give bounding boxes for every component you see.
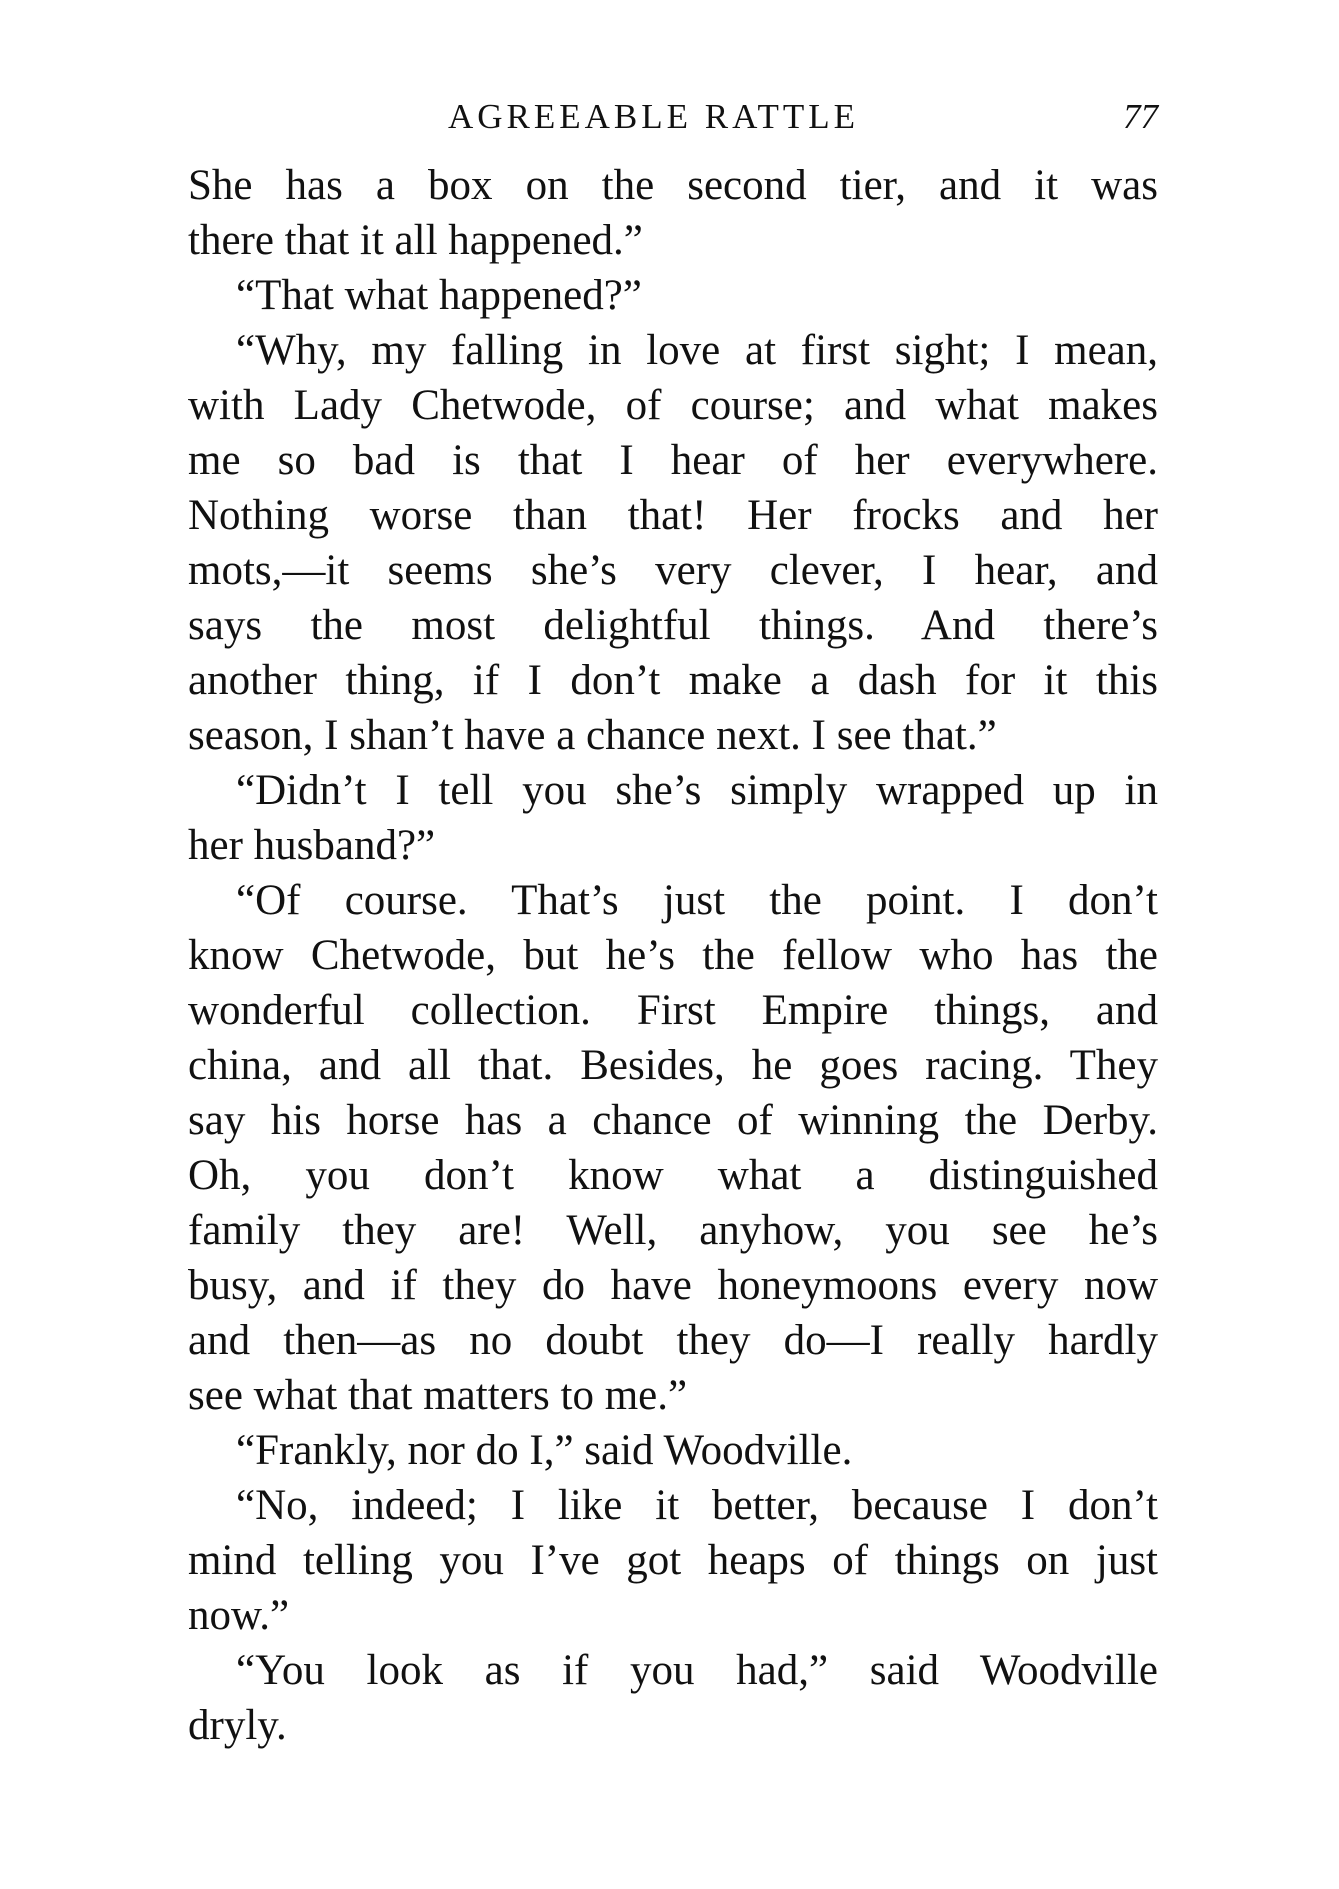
text-line: “Of course. That’s just the point. I don’t	[236, 877, 1158, 924]
text-line: there that it all happened.”	[188, 217, 643, 264]
text-line: “Frankly, nor do I,” said Woodville.	[236, 1427, 853, 1474]
text-line: know Chetwode, but he’s the fellow who has the	[188, 932, 1158, 979]
text-line: wonderful collection. First Empire things, and	[188, 987, 1158, 1034]
text-line: say his horse has a chance of winning the Derby.	[188, 1097, 1158, 1144]
text-line: “That what happened?”	[236, 272, 642, 319]
text-line: She has a box on the second tier, and it was	[188, 162, 1158, 209]
text-line: says the most delightful things. And there’s	[188, 602, 1158, 649]
text-line: see what that matters to me.”	[188, 1372, 688, 1419]
text-line: another thing, if I don’t make a dash for it this	[188, 657, 1158, 704]
text-line: family they are! Well, anyhow, you see he’s	[188, 1207, 1158, 1254]
text-line: “You look as if you had,” said Woodville	[236, 1647, 1158, 1694]
text-line: mind telling you I’ve got heaps of things on just	[188, 1537, 1158, 1584]
running-title: AGREEABLE RATTLE	[448, 97, 860, 136]
text-line: her husband?”	[188, 822, 436, 869]
text-line: dryly.	[188, 1702, 287, 1749]
text-line: now.”	[188, 1592, 290, 1639]
body-text	[188, 158, 1158, 1753]
text-line: “No, indeed; I like it better, because I don’t	[236, 1482, 1158, 1529]
page-number: 77	[1123, 97, 1158, 136]
running-head	[188, 92, 1158, 142]
text-line: me so bad is that I hear of her everywhere.	[188, 437, 1158, 484]
text-line: busy, and if they do have honeymoons every now	[188, 1262, 1158, 1309]
text-line: “Why, my falling in love at first sight; I mean,	[236, 327, 1158, 374]
text-line: season, I shan’t have a chance next. I see that.”	[188, 712, 997, 759]
text-line: mots,—it seems she’s very clever, I hear, and	[188, 547, 1158, 594]
text-line: Nothing worse than that! Her frocks and her	[188, 492, 1158, 539]
text-line: with Lady Chetwode, of course; and what makes	[188, 382, 1158, 429]
text-line: and then—as no doubt they do—I really hardly	[188, 1317, 1158, 1364]
text-line: “Didn’t I tell you she’s simply wrapped up in	[236, 767, 1158, 814]
text-line: china, and all that. Besides, he goes racing. They	[188, 1042, 1158, 1089]
text-line: Oh, you don’t know what a distinguished	[188, 1152, 1158, 1199]
